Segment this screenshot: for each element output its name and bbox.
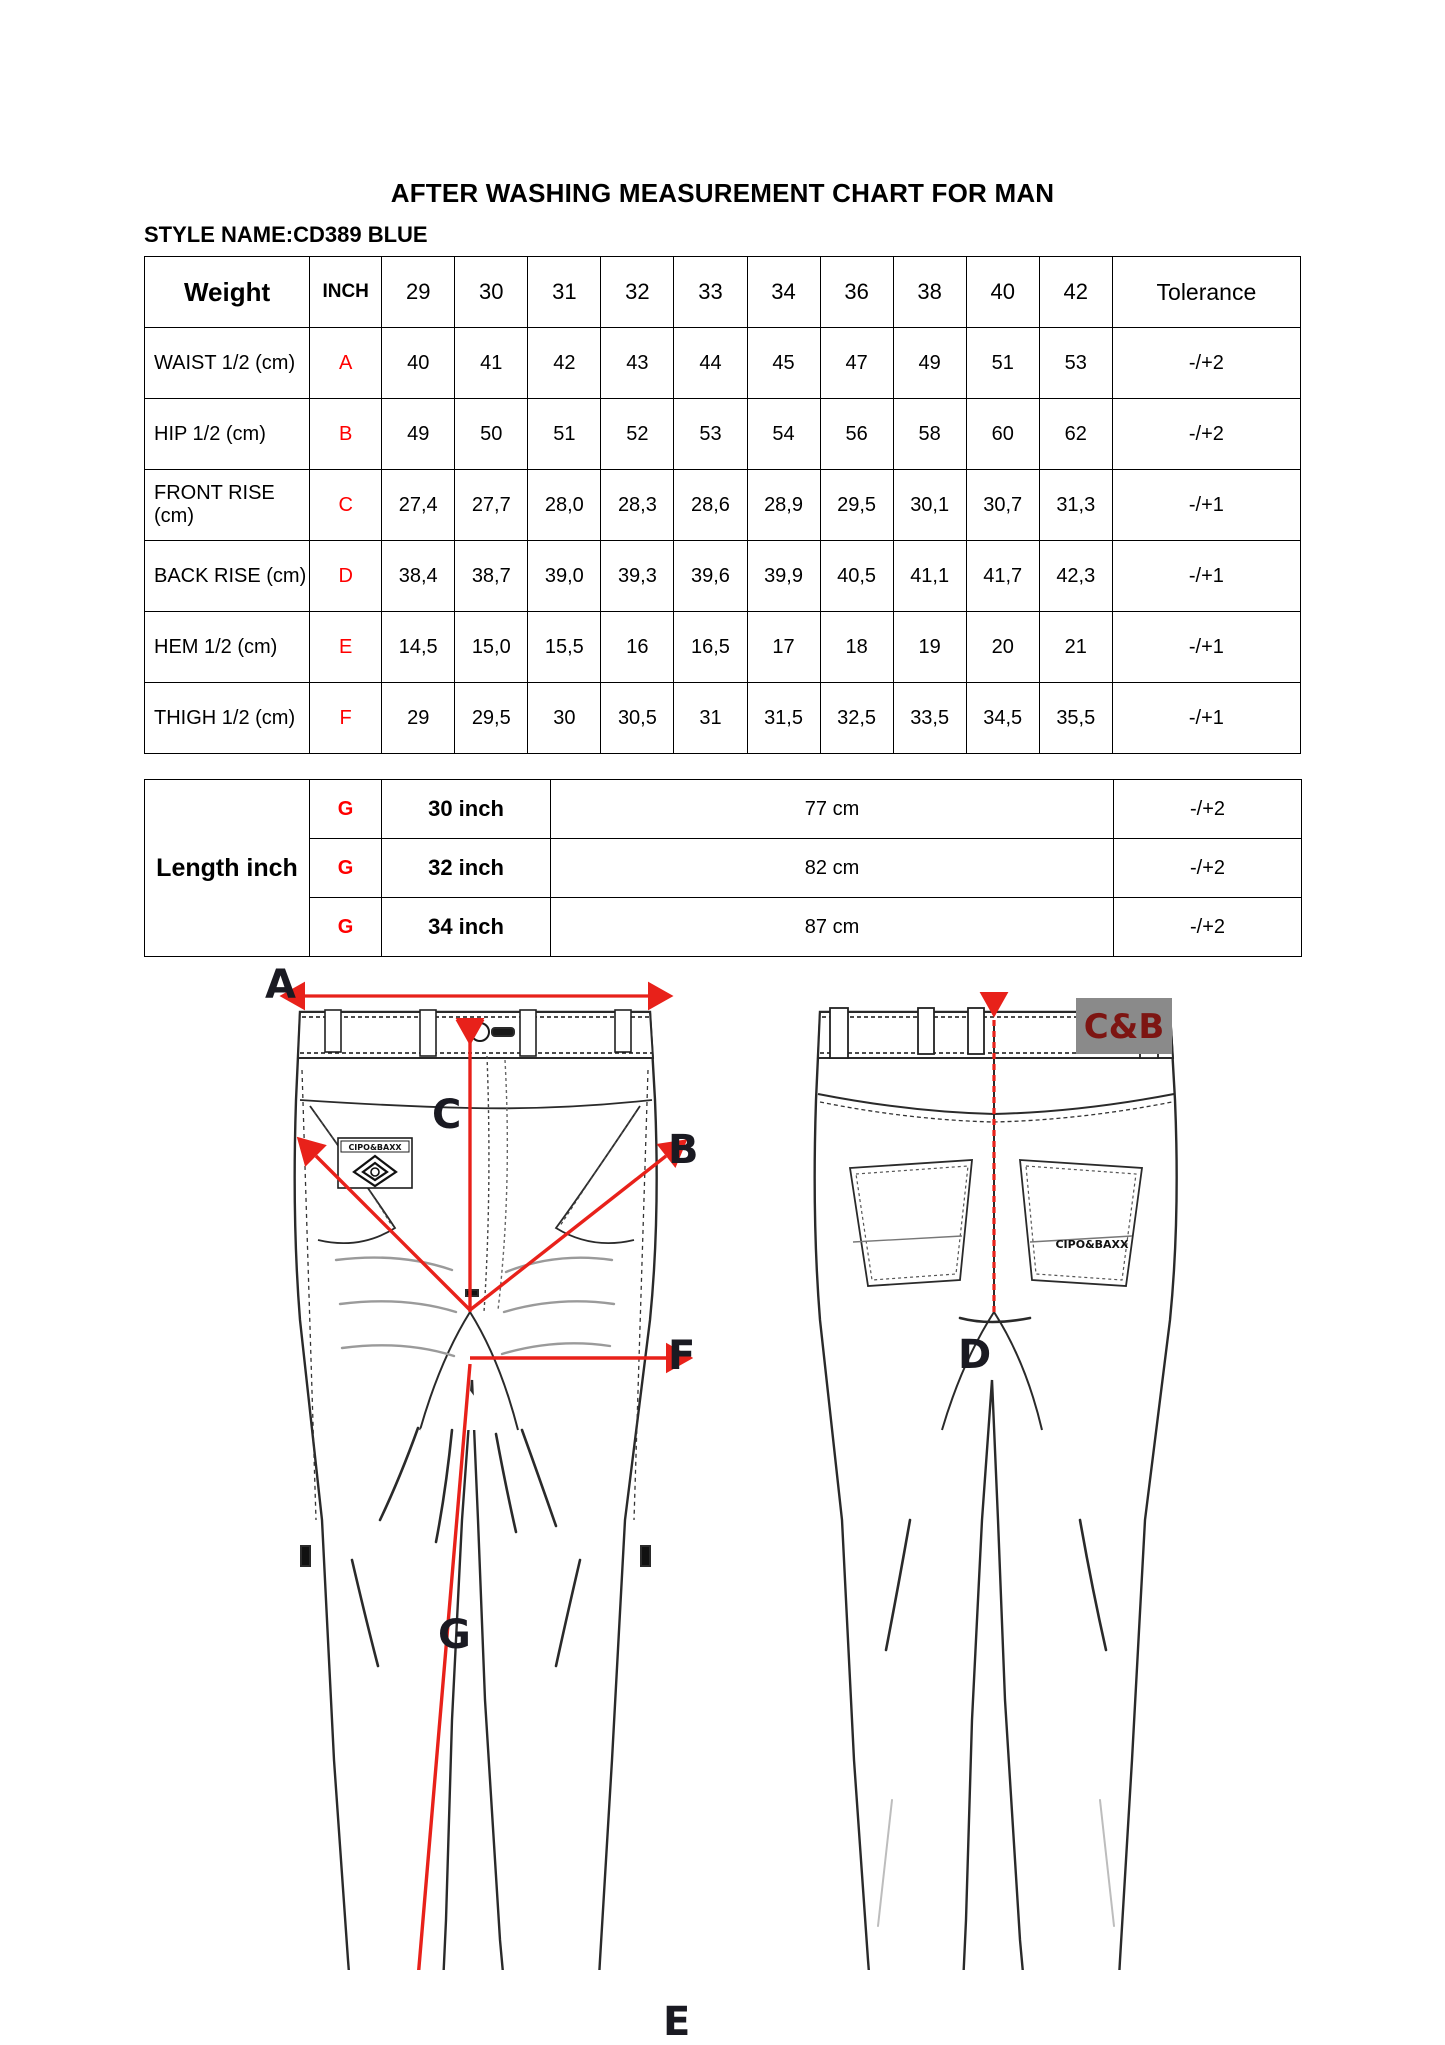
length-tolerance: -/+2 xyxy=(1114,780,1302,839)
row-code-f: F xyxy=(310,683,382,754)
row-tolerance: -/+2 xyxy=(1112,399,1300,470)
dim-label-c: C xyxy=(432,1092,462,1138)
table-row xyxy=(145,470,1301,541)
header-size-34: 34 xyxy=(747,257,820,328)
cell: 29,5 xyxy=(820,470,893,541)
cell: 42 xyxy=(528,328,601,399)
cell: 31,3 xyxy=(1039,470,1112,541)
cell: 40,5 xyxy=(820,541,893,612)
length-inch: 30 inch xyxy=(382,780,551,839)
length-cm: 82 cm xyxy=(551,839,1114,898)
header-tolerance: Tolerance xyxy=(1112,257,1300,328)
table-row xyxy=(145,612,1301,683)
cell: 39,9 xyxy=(747,541,820,612)
length-tolerance: -/+2 xyxy=(1114,898,1302,957)
cell: 18 xyxy=(820,612,893,683)
length-tolerance: -/+2 xyxy=(1114,839,1302,898)
cell: 28,0 xyxy=(528,470,601,541)
header-size-40: 40 xyxy=(966,257,1039,328)
cell: 16 xyxy=(601,612,674,683)
cell: 17 xyxy=(747,612,820,683)
cell: 15,5 xyxy=(528,612,601,683)
header-size-42: 42 xyxy=(1039,257,1112,328)
length-cm: 77 cm xyxy=(551,780,1114,839)
table-row xyxy=(145,541,1301,612)
cell: 30,5 xyxy=(601,683,674,754)
row-label-hem: HEM 1/2 (cm) xyxy=(145,612,310,683)
table-row xyxy=(145,839,1302,898)
row-tolerance: -/+1 xyxy=(1112,612,1300,683)
cell: 38,4 xyxy=(382,541,455,612)
cell: 27,4 xyxy=(382,470,455,541)
row-label-waist: WAIST 1/2 (cm) xyxy=(145,328,310,399)
header-size-32: 32 xyxy=(601,257,674,328)
cell: 27,7 xyxy=(455,470,528,541)
dim-label-b: B xyxy=(668,1127,699,1173)
cell: 28,3 xyxy=(601,470,674,541)
table-row xyxy=(145,683,1301,754)
cell: 51 xyxy=(966,328,1039,399)
dim-label-e: E xyxy=(663,1999,691,2045)
cell: 30,7 xyxy=(966,470,1039,541)
cell: 30,1 xyxy=(893,470,966,541)
cell: 60 xyxy=(966,399,1039,470)
header-size-38: 38 xyxy=(893,257,966,328)
cell: 58 xyxy=(893,399,966,470)
length-inch: 34 inch xyxy=(382,898,551,957)
row-code-e: E xyxy=(310,612,382,683)
length-inch: 32 inch xyxy=(382,839,551,898)
row-label-back-rise: BACK RISE (cm) xyxy=(145,541,310,612)
dim-label-f: F xyxy=(668,1333,696,1379)
row-code-b: B xyxy=(310,399,382,470)
table-row xyxy=(145,399,1301,470)
cell: 53 xyxy=(674,399,747,470)
row-code-a: A xyxy=(310,328,382,399)
header-inch: INCH xyxy=(310,257,382,328)
cell: 41,1 xyxy=(893,541,966,612)
cell: 21 xyxy=(1039,612,1112,683)
cell: 39,3 xyxy=(601,541,674,612)
page-title: AFTER WASHING MEASUREMENT CHART FOR MAN xyxy=(390,178,1055,208)
cell: 20 xyxy=(966,612,1039,683)
header-size-31: 31 xyxy=(528,257,601,328)
header-size-29: 29 xyxy=(382,257,455,328)
cell: 35,5 xyxy=(1039,683,1112,754)
cell: 49 xyxy=(893,328,966,399)
cell: 16,5 xyxy=(674,612,747,683)
row-tolerance: -/+1 xyxy=(1112,683,1300,754)
cell: 51 xyxy=(528,399,601,470)
length-cm: 87 cm xyxy=(551,898,1114,957)
jeans-illustration xyxy=(0,960,1445,2045)
cell: 30 xyxy=(528,683,601,754)
table-row xyxy=(145,328,1301,399)
length-code-g: G xyxy=(310,780,382,839)
row-label-hip: HIP 1/2 (cm) xyxy=(145,399,310,470)
svg-text:CIPO&BAXX: CIPO&BAXX xyxy=(348,1143,402,1152)
cell: 42,3 xyxy=(1039,541,1112,612)
cell: 38,7 xyxy=(455,541,528,612)
cell: 47 xyxy=(820,328,893,399)
header-size-30: 30 xyxy=(455,257,528,328)
table-row xyxy=(145,780,1302,839)
cell: 62 xyxy=(1039,399,1112,470)
header-size-33: 33 xyxy=(674,257,747,328)
header-weight: Weight xyxy=(145,257,310,328)
cell: 33,5 xyxy=(893,683,966,754)
cell: 41,7 xyxy=(966,541,1039,612)
dim-label-d: D xyxy=(958,1332,992,1378)
cell: 29 xyxy=(382,683,455,754)
cell: 54 xyxy=(747,399,820,470)
cell: 39,6 xyxy=(674,541,747,612)
cell: 28,6 xyxy=(674,470,747,541)
svg-text:C&B: C&B xyxy=(1083,1007,1165,1047)
row-code-c: C xyxy=(310,470,382,541)
dim-label-a: A xyxy=(265,962,296,1008)
cell: 50 xyxy=(455,399,528,470)
cell: 39,0 xyxy=(528,541,601,612)
row-tolerance: -/+2 xyxy=(1112,328,1300,399)
length-table xyxy=(144,779,1302,957)
cell: 45 xyxy=(747,328,820,399)
cell: 43 xyxy=(601,328,674,399)
cell: 32,5 xyxy=(820,683,893,754)
cell: 15,0 xyxy=(455,612,528,683)
cell: 28,9 xyxy=(747,470,820,541)
row-label-front-rise: FRONT RISE (cm) xyxy=(145,470,310,541)
length-code-g: G xyxy=(310,839,382,898)
measurement-table xyxy=(144,256,1301,754)
cell: 34,5 xyxy=(966,683,1039,754)
cell: 53 xyxy=(1039,328,1112,399)
cell: 40 xyxy=(382,328,455,399)
row-code-d: D xyxy=(310,541,382,612)
cell: 31 xyxy=(674,683,747,754)
cell: 44 xyxy=(674,328,747,399)
cell: 41 xyxy=(455,328,528,399)
cell: 14,5 xyxy=(382,612,455,683)
style-name: STYLE NAME:CD389 BLUE xyxy=(144,222,428,247)
cell: 52 xyxy=(601,399,674,470)
cell: 19 xyxy=(893,612,966,683)
cell: 49 xyxy=(382,399,455,470)
header-size-36: 36 xyxy=(820,257,893,328)
cell: 56 xyxy=(820,399,893,470)
row-tolerance: -/+1 xyxy=(1112,541,1300,612)
table-row xyxy=(145,898,1302,957)
dim-label-g: G xyxy=(438,1612,471,1658)
row-tolerance: -/+1 xyxy=(1112,470,1300,541)
cell: 29,5 xyxy=(455,683,528,754)
table-header-row xyxy=(145,257,1301,328)
row-label-thigh: THIGH 1/2 (cm) xyxy=(145,683,310,754)
length-title: Length inch xyxy=(145,780,310,957)
svg-text:CIPO&BAXX: CIPO&BAXX xyxy=(1055,1238,1129,1251)
back-view-jeans xyxy=(815,998,1177,1970)
length-code-g: G xyxy=(310,898,382,957)
cell: 31,5 xyxy=(747,683,820,754)
